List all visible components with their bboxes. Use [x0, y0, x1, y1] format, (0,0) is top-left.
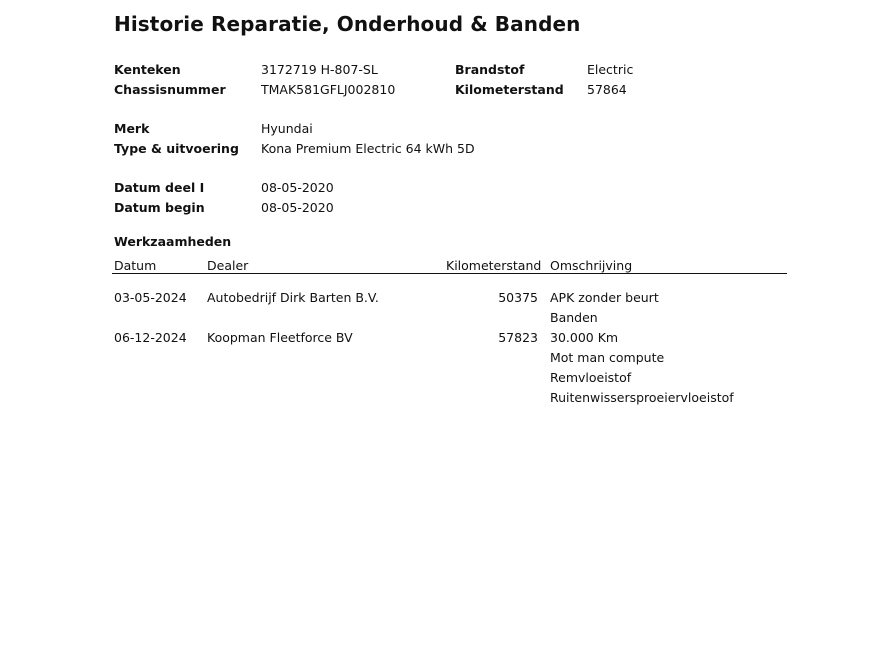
row-1-km: 50375: [498, 290, 538, 305]
merk-value: Hyundai: [261, 121, 313, 136]
datum-begin-label: Datum begin: [114, 200, 205, 215]
row-1-description-line: Banden: [550, 310, 598, 325]
datum-deel-value: 08-05-2020: [261, 180, 334, 195]
row-2-description: [550, 328, 734, 408]
column-header-date: Datum: [114, 258, 157, 273]
row-1-description: [550, 288, 659, 328]
column-header-dealer: Dealer: [207, 258, 249, 273]
row-1-description-line: APK zonder beurt: [550, 290, 659, 305]
brandstof-value: Electric: [587, 62, 634, 77]
column-header-description: Omschrijving: [550, 258, 633, 273]
row-2-date: 06-12-2024: [114, 330, 187, 345]
row-2-description-line: Mot man compute: [550, 350, 665, 365]
section-title-werkzaamheden: Werkzaamheden: [114, 234, 232, 249]
page-title: Historie Reparatie, Onderhoud & Banden: [114, 12, 581, 36]
brandstof-label: Brandstof: [455, 62, 525, 77]
chassisnummer-value: TMAK581GFLJ002810: [261, 82, 396, 97]
kenteken-label: Kenteken: [114, 62, 181, 77]
datum-begin-value: 08-05-2020: [261, 200, 334, 215]
kilometerstand-value: 57864: [587, 82, 627, 97]
row-2-description-line: Remvloeistof: [550, 370, 632, 385]
row-2-dealer: Koopman Fleetforce BV: [207, 330, 353, 345]
row-2-km: 57823: [498, 330, 538, 345]
type-uitvoering-label: Type & uitvoering: [114, 141, 239, 156]
row-2-description-line: 30.000 Km: [550, 330, 619, 345]
header-divider: [112, 273, 787, 274]
column-header-km: Kilometerstand: [446, 258, 542, 273]
merk-label: Merk: [114, 121, 150, 136]
kenteken-value: 3172719 H-807-SL: [261, 62, 378, 77]
row-2-description-line: Ruitenwissersproeiervloeistof: [550, 390, 734, 405]
chassisnummer-label: Chassisnummer: [114, 82, 226, 97]
row-1-dealer: Autobedrijf Dirk Barten B.V.: [207, 290, 379, 305]
kilometerstand-label: Kilometerstand: [455, 82, 564, 97]
type-uitvoering-value: Kona Premium Electric 64 kWh 5D: [261, 141, 475, 156]
datum-deel-label: Datum deel I: [114, 180, 205, 195]
row-1-date: 03-05-2024: [114, 290, 187, 305]
